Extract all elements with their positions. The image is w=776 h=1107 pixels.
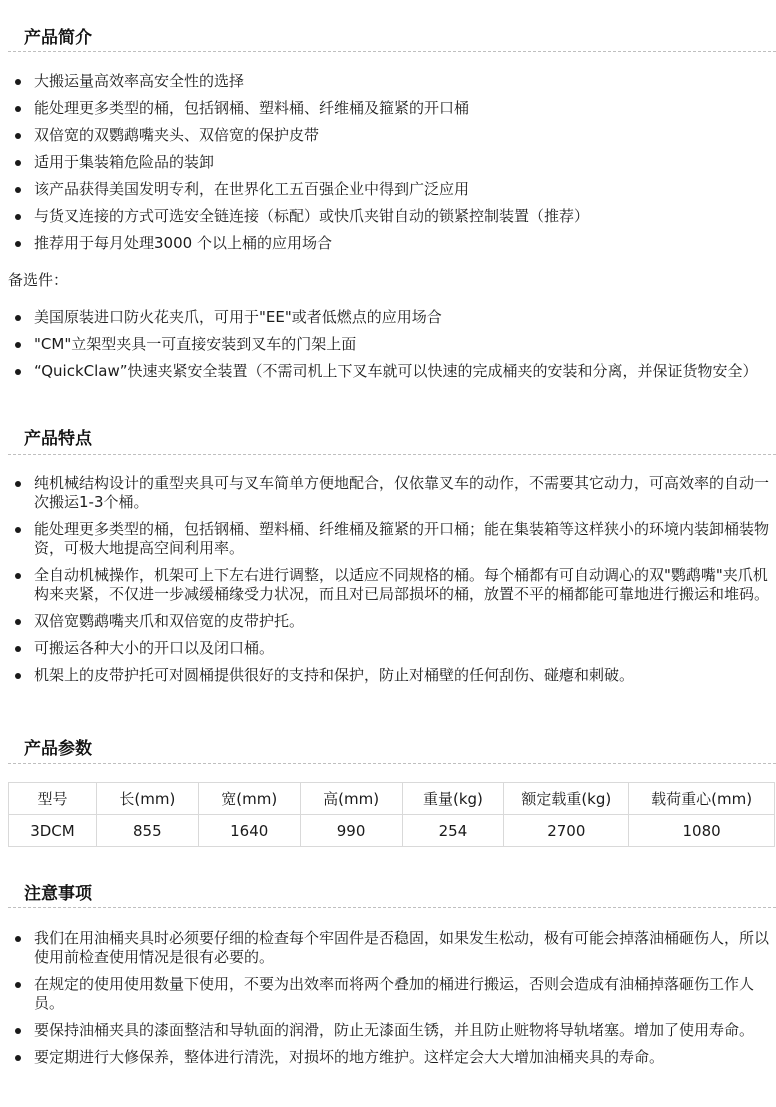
params-divider xyxy=(8,763,776,764)
list-item: 我们在用油桶夹具时必须要仔细的检查每个牢固件是否稳固，如果发生松动，极有可能会掉落油桶砸伤人，所以使用前检查使用情况是很有必要的。 xyxy=(0,929,776,967)
notes-divider xyxy=(8,907,776,908)
list-item: 适用于集装箱危险品的装卸 xyxy=(0,153,776,172)
params-table xyxy=(8,782,775,847)
params-section-heading xyxy=(0,738,776,760)
list-item: 双倍宽的双鹦鹉嘴夹头、双倍宽的保护皮带 xyxy=(0,126,776,145)
intro-section-heading xyxy=(0,27,776,49)
table-header-cell: 宽(mm) xyxy=(198,783,300,815)
list-item: 能处理更多类型的桶，包括钢桶、塑料桶、纤维桶及箍紧的开口桶；能在集装箱等这样狭小的环境内装卸桶装物资，可极大地提高空间利用率。 xyxy=(0,520,776,558)
table-header-cell: 型号 xyxy=(9,783,97,815)
list-item: 能处理更多类型的桶，包括钢桶、塑料桶、纤维桶及箍紧的开口桶 xyxy=(0,99,776,118)
table-header-row xyxy=(9,783,775,815)
list-item: 要保持油桶夹具的漆面整洁和导轨面的润滑，防止无漆面生锈，并且防止赃物将导轨堵塞。增加了使用寿命。 xyxy=(0,1021,776,1040)
intro-title: 产品简介 xyxy=(24,28,92,48)
list-item: 可搬运各种大小的开口以及闭口桶。 xyxy=(0,639,776,658)
features-section-heading xyxy=(0,428,776,450)
intro-list xyxy=(0,72,776,253)
table-header-cell: 高(mm) xyxy=(300,783,402,815)
table-cell: 3DCM xyxy=(9,815,97,847)
notes-title: 注意事项 xyxy=(24,884,92,904)
list-item: 双倍宽鹦鹉嘴夹爪和双倍宽的皮带护托。 xyxy=(0,612,776,631)
list-item: 要定期进行大修保养，整体进行清洗，对损坏的地方维护。这样定会大大增加油桶夹具的寿命。 xyxy=(0,1048,776,1067)
table-cell: 1080 xyxy=(629,815,775,847)
list-item: 在规定的使用使用数量下使用，不要为出效率而将两个叠加的桶进行搬运，否则会造成有油桶掉落砸伤工作人员。 xyxy=(0,975,776,1013)
list-item: 全自动机械操作，机架可上下左右进行调整，以适应不同规格的桶。每个桶都有可自动调心的双"鹦鹉嘴"夹爪机构来夹紧，不仅进一步减缓桶缘受力状况，而且对已局部损坏的桶，放置不平的桶都能可靠地进行搬运和堆码。 xyxy=(0,566,776,604)
table-header-cell: 长(mm) xyxy=(96,783,198,815)
table-cell: 2700 xyxy=(504,815,629,847)
features-divider xyxy=(8,454,776,455)
intro-divider xyxy=(8,51,776,52)
table-header-cell: 重量(kg) xyxy=(402,783,504,815)
list-item: "CM"立架型夹具一可直接安装到叉车的门架上面 xyxy=(0,335,776,354)
notes-list xyxy=(0,929,776,1067)
options-list xyxy=(0,308,776,381)
features-list xyxy=(0,474,776,685)
table-header-cell: 额定载重(kg) xyxy=(504,783,629,815)
table-row xyxy=(9,815,775,847)
list-item: 该产品获得美国发明专利，在世界化工五百强企业中得到广泛应用 xyxy=(0,180,776,199)
list-item: 与货叉连接的方式可选安全链连接（标配）或快爪夹钳自动的锁紧控制装置（推荐） xyxy=(0,207,776,226)
table-cell: 1640 xyxy=(198,815,300,847)
list-item: 纯机械结构设计的重型夹具可与叉车简单方便地配合，仅依靠叉车的动作，不需要其它动力，可高效率的自动一次搬运1-3个桶。 xyxy=(0,474,776,512)
list-item: 机架上的皮带护托可对圆桶提供很好的支持和保护，防止对桶壁的任何刮伤、碰瘪和刺破。 xyxy=(0,666,776,685)
params-title: 产品参数 xyxy=(24,739,92,759)
features-title: 产品特点 xyxy=(24,429,92,449)
table-cell: 855 xyxy=(96,815,198,847)
table-cell: 254 xyxy=(402,815,504,847)
table-cell: 990 xyxy=(300,815,402,847)
list-item: “QuickClaw”快速夹紧安全装置（不需司机上下叉车就可以快速的完成桶夹的安装和分离，并保证货物安全） xyxy=(0,362,776,381)
list-item: 大搬运量高效率高安全性的选择 xyxy=(0,72,776,91)
options-label: 备选件： xyxy=(8,271,69,289)
notes-section-heading xyxy=(0,883,776,905)
list-item: 美国原装进口防火花夹爪，可用于"EE"或者低燃点的应用场合 xyxy=(0,308,776,327)
table-header-cell: 载荷重心(mm) xyxy=(629,783,775,815)
list-item: 推荐用于每月处理3000 个以上桶的应用场合 xyxy=(0,234,776,253)
